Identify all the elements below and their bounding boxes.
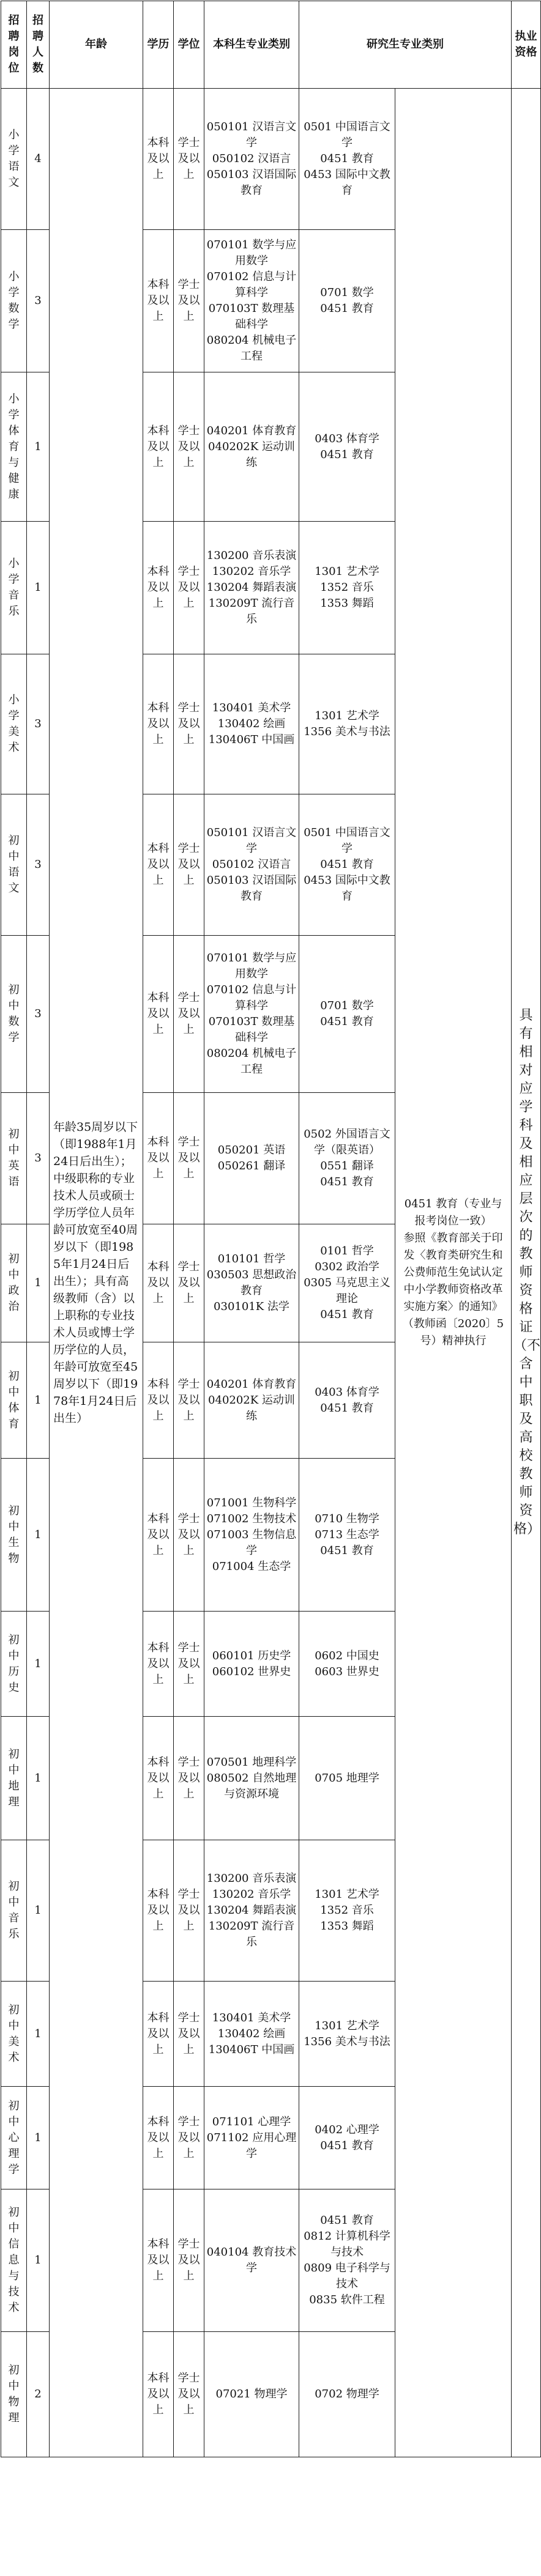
degree-cell: 本科及以上: [143, 1612, 174, 1717]
header-post: 招聘岗位: [1, 1, 27, 89]
header-bachelor-degree: 学位: [174, 1, 204, 89]
degree-cell: 本科及以上: [143, 794, 174, 936]
degree-cell: 本科及以上: [143, 2087, 174, 2189]
degree-cell: 本科及以上: [143, 372, 174, 522]
undergrad-major-cell: 130401 美术学 130402 绘画 130406T 中国画: [204, 654, 299, 794]
grad-major-cell: 0701 数学 0451 教育: [299, 936, 395, 1093]
degree-cell: 本科及以上: [143, 1717, 174, 1840]
bachelor-degree-cell: 学士及以上: [174, 2332, 204, 2457]
header-row: [1, 1, 541, 89]
bachelor-degree-cell: 学士及以上: [174, 1840, 204, 1982]
bachelor-degree-cell: 学士及以上: [174, 654, 204, 794]
count-cell: 1: [27, 1342, 50, 1459]
bachelor-degree-cell: 学士及以上: [174, 522, 204, 654]
undergrad-major-cell: 050101 汉语言文学 050102 汉语言 050103 汉语国际教育: [204, 794, 299, 936]
undergrad-major-cell: 050201 英语 050261 翻译: [204, 1093, 299, 1224]
bachelor-degree-cell: 学士及以上: [174, 2189, 204, 2332]
degree-cell: 本科及以上: [143, 230, 174, 372]
header-grad-major: 研究生专业类别: [299, 1, 512, 89]
age-requirement-cell: 年龄35周岁以下（即1988年1月24日后出生）；中级职称的专业技术人员或硕士学历学位人员年龄可放宽至40周岁以下（即1985年1月24日后出生）；具有高级教师（含）以上职称的专业技术人员或博士学历学位的人员，年龄可放宽至45周岁以下（即1978年1月24日后出生）: [50, 89, 143, 2457]
degree-cell: 本科及以上: [143, 2332, 174, 2457]
certification-cell: 具有相对应学科及相应层次的教师资格证（不含中职及高校教师资格）: [512, 89, 541, 2457]
count-cell: 1: [27, 1459, 50, 1612]
undergrad-major-cell: 040201 体育教育 040202K 运动训练: [204, 1342, 299, 1459]
post-cell: 初中生物: [1, 1459, 27, 1612]
grad-major-cell: 0602 中国史 0603 世界史: [299, 1612, 395, 1717]
grad-major-cell: 0402 心理学 0451 教育: [299, 2087, 395, 2189]
undergrad-major-cell: 130401 美术学 130402 绘画 130406T 中国画: [204, 1982, 299, 2087]
post-cell: 初中音乐: [1, 1840, 27, 1982]
grad-major-cell: 0702 物理学: [299, 2332, 395, 2457]
count-cell: 1: [27, 1717, 50, 1840]
bachelor-degree-cell: 学士及以上: [174, 1459, 204, 1612]
undergrad-major-cell: 070501 地理科学 080502 自然地理与资源环境: [204, 1717, 299, 1840]
count-cell: 1: [27, 2189, 50, 2332]
post-cell: 小学体育与健康: [1, 372, 27, 522]
grad-major-cell: 0501 中国语言文学 0451 教育 0453 国际中文教育: [299, 794, 395, 936]
degree-cell: 本科及以上: [143, 654, 174, 794]
grad-major-cell: 0501 中国语言文学 0451 教育 0453 国际中文教育: [299, 89, 395, 230]
undergrad-major-cell: 130200 音乐表演 130202 音乐学 130204 舞蹈表演 130209T 流行音乐: [204, 522, 299, 654]
grad-major-cell: 0451 教育 0812 计算机科学与技术 0809 电子科学与技术 0835 软件工程: [299, 2189, 395, 2332]
undergrad-major-cell: 07021 物理学: [204, 2332, 299, 2457]
bachelor-degree-cell: 学士及以上: [174, 1342, 204, 1459]
post-cell: 初中政治: [1, 1224, 27, 1342]
post-cell: 小学语文: [1, 89, 27, 230]
post-cell: 初中语文: [1, 794, 27, 936]
count-cell: 4: [27, 89, 50, 230]
header-certification: 执业资格: [512, 1, 541, 89]
count-cell: 3: [27, 654, 50, 794]
grad-major-cell: 0710 生物学 0713 生态学 0451 教育: [299, 1459, 395, 1612]
grad-major-cell: 1301 艺术学 1356 美术与书法: [299, 1982, 395, 2087]
header-age: 年龄: [50, 1, 143, 89]
post-cell: 小学数学: [1, 230, 27, 372]
count-cell: 3: [27, 1093, 50, 1224]
degree-cell: 本科及以上: [143, 1224, 174, 1342]
grad-major-cell: 0403 体育学 0451 教育: [299, 372, 395, 522]
grad-major-cell: 1301 艺术学 1352 音乐 1353 舞蹈: [299, 522, 395, 654]
count-cell: 1: [27, 1612, 50, 1717]
degree-cell: 本科及以上: [143, 2189, 174, 2332]
degree-cell: 本科及以上: [143, 522, 174, 654]
bachelor-degree-cell: 学士及以上: [174, 2087, 204, 2189]
grad-major-cell: 0502 外国语言文学（限英语） 0551 翻译 0451 教育: [299, 1093, 395, 1224]
post-cell: 小学音乐: [1, 522, 27, 654]
bachelor-degree-cell: 学士及以上: [174, 1612, 204, 1717]
recruitment-table: [1, 1, 541, 2457]
table-row: [1, 89, 541, 230]
degree-cell: 本科及以上: [143, 1093, 174, 1224]
grad-major-cell: 1301 艺术学 1356 美术与书法: [299, 654, 395, 794]
count-cell: 1: [27, 1982, 50, 2087]
bachelor-degree-cell: 学士及以上: [174, 89, 204, 230]
count-cell: 1: [27, 1840, 50, 1982]
header-undergrad-major: 本科生专业类别: [204, 1, 299, 89]
undergrad-major-cell: 050101 汉语言文学 050102 汉语言 050103 汉语国际教育: [204, 89, 299, 230]
count-cell: 2: [27, 2332, 50, 2457]
grad-major-cell: 0101 哲学 0302 政治学 0305 马克思主义理论 0451 教育: [299, 1224, 395, 1342]
undergrad-major-cell: 040104 教育技术学: [204, 2189, 299, 2332]
post-cell: 初中心理学: [1, 2087, 27, 2189]
degree-cell: 本科及以上: [143, 1342, 174, 1459]
grad-major-cell: 0705 地理学: [299, 1717, 395, 1840]
post-cell: 小学美术: [1, 654, 27, 794]
count-cell: 1: [27, 372, 50, 522]
undergrad-major-cell: 130200 音乐表演 130202 音乐学 130204 舞蹈表演 130209T 流行音乐: [204, 1840, 299, 1982]
count-cell: 3: [27, 794, 50, 936]
bachelor-degree-cell: 学士及以上: [174, 372, 204, 522]
undergrad-major-cell: 070101 数学与应用数学 070102 信息与计算科学 070103T 数理基础科学 080204 机械电子工程: [204, 230, 299, 372]
count-cell: 1: [27, 1224, 50, 1342]
undergrad-major-cell: 060101 历史学 060102 世界史: [204, 1612, 299, 1717]
count-cell: 1: [27, 2087, 50, 2189]
undergrad-major-cell: 040201 体育教育 040202K 运动训练: [204, 372, 299, 522]
count-cell: 3: [27, 936, 50, 1093]
bachelor-degree-cell: 学士及以上: [174, 1093, 204, 1224]
grad-major-cell: 0701 数学 0451 教育: [299, 230, 395, 372]
post-cell: 初中历史: [1, 1612, 27, 1717]
bachelor-degree-cell: 学士及以上: [174, 936, 204, 1093]
degree-cell: 本科及以上: [143, 1982, 174, 2087]
header-count: 招聘人数: [27, 1, 50, 89]
degree-cell: 本科及以上: [143, 1459, 174, 1612]
post-cell: 初中物理: [1, 2332, 27, 2457]
degree-cell: 本科及以上: [143, 89, 174, 230]
count-cell: 1: [27, 522, 50, 654]
bachelor-degree-cell: 学士及以上: [174, 794, 204, 936]
post-cell: 初中地理: [1, 1717, 27, 1840]
undergrad-major-cell: 010101 哲学 030503 思想政治教育 030101K 法学: [204, 1224, 299, 1342]
bachelor-degree-cell: 学士及以上: [174, 1717, 204, 1840]
bachelor-degree-cell: 学士及以上: [174, 230, 204, 372]
table-body: [1, 89, 541, 2457]
post-cell: 初中数学: [1, 936, 27, 1093]
grad-major-cell: 0403 体育学 0451 教育: [299, 1342, 395, 1459]
grad-major-cell: 1301 艺术学 1352 音乐 1353 舞蹈: [299, 1840, 395, 1982]
bachelor-degree-cell: 学士及以上: [174, 1982, 204, 2087]
undergrad-major-cell: 071101 心理学 071102 应用心理学: [204, 2087, 299, 2189]
post-cell: 初中英语: [1, 1093, 27, 1224]
post-cell: 初中体育: [1, 1342, 27, 1459]
degree-cell: 本科及以上: [143, 1840, 174, 1982]
header-degree: 学历: [143, 1, 174, 89]
bachelor-degree-cell: 学士及以上: [174, 1224, 204, 1342]
undergrad-major-cell: 071001 生物科学 071002 生物技术 071003 生物信息学 071004 生态学: [204, 1459, 299, 1612]
grad-education-note-cell: 0451 教育（专业与报考岗位一致） 参照《教育部关于印发〈教育类研究生和公费师范生免试认定中小学教师资格改革实施方案〉的通知》（教师函〔2020〕5号）精神执行: [395, 89, 512, 2457]
undergrad-major-cell: 070101 数学与应用数学 070102 信息与计算科学 070103T 数理基础科学 080204 机械电子工程: [204, 936, 299, 1093]
post-cell: 初中美术: [1, 1982, 27, 2087]
post-cell: 初中信息与技术: [1, 2189, 27, 2332]
degree-cell: 本科及以上: [143, 936, 174, 1093]
count-cell: 3: [27, 230, 50, 372]
